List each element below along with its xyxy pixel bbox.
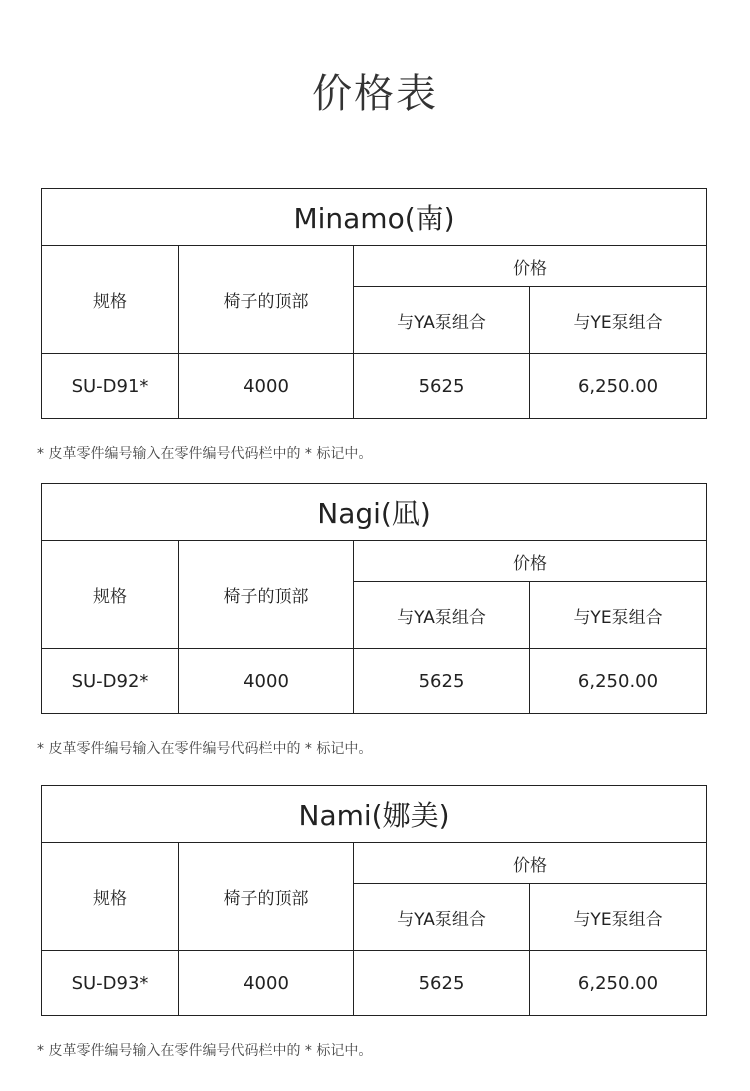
combo-ya-price-cell: 5625 — [354, 649, 530, 714]
combo-ye-price-cell: 6,250.00 — [530, 649, 707, 714]
combo-ye-header: 与YE泵组合 — [530, 582, 707, 649]
spec-header: 规格 — [42, 541, 179, 649]
combo-ya-price-cell: 5625 — [354, 951, 530, 1016]
combo-ye-price-cell: 6,250.00 — [530, 354, 707, 419]
spec-cell: SU-D92* — [42, 649, 179, 714]
price-table — [41, 785, 707, 1016]
combo-ya-header: 与YA泵组合 — [354, 287, 530, 354]
chair-top-cell: 4000 — [179, 951, 354, 1016]
spec-header: 规格 — [42, 843, 179, 951]
footnote: * 皮革零件编号输入在零件编号代码栏中的 * 标记中。 — [37, 446, 373, 462]
price-table-block-minamo — [37, 188, 706, 463]
combo-ya-header: 与YA泵组合 — [354, 582, 530, 649]
combo-ye-price-cell: 6,250.00 — [530, 951, 707, 1016]
combo-ya-price-cell: 5625 — [354, 354, 530, 419]
model-name: Nagi(凪) — [42, 484, 707, 541]
spec-cell: SU-D93* — [42, 951, 179, 1016]
chair-top-cell: 4000 — [179, 354, 354, 419]
price-table-block-nami — [37, 785, 706, 1060]
combo-ye-header: 与YE泵组合 — [530, 884, 707, 951]
chair-top-cell: 4000 — [179, 649, 354, 714]
spec-header: 规格 — [42, 246, 179, 354]
price-header: 价格 — [354, 246, 707, 287]
price-header: 价格 — [354, 843, 707, 884]
page-title: 价格表 — [312, 71, 438, 117]
spec-cell: SU-D91* — [42, 354, 179, 419]
price-table — [41, 188, 707, 419]
footnote: * 皮革零件编号输入在零件编号代码栏中的 * 标记中。 — [37, 1043, 373, 1059]
chair-top-header: 椅子的顶部 — [179, 541, 354, 649]
combo-ye-header: 与YE泵组合 — [530, 287, 707, 354]
model-name: Minamo(南) — [42, 189, 707, 246]
footnote: * 皮革零件编号输入在零件编号代码栏中的 * 标记中。 — [37, 741, 373, 757]
price-table-block-nagi — [37, 483, 706, 758]
chair-top-header: 椅子的顶部 — [179, 246, 354, 354]
chair-top-header: 椅子的顶部 — [179, 843, 354, 951]
price-table — [41, 483, 707, 714]
model-name: Nami(娜美) — [42, 786, 707, 843]
combo-ya-header: 与YA泵组合 — [354, 884, 530, 951]
price-header: 价格 — [354, 541, 707, 582]
